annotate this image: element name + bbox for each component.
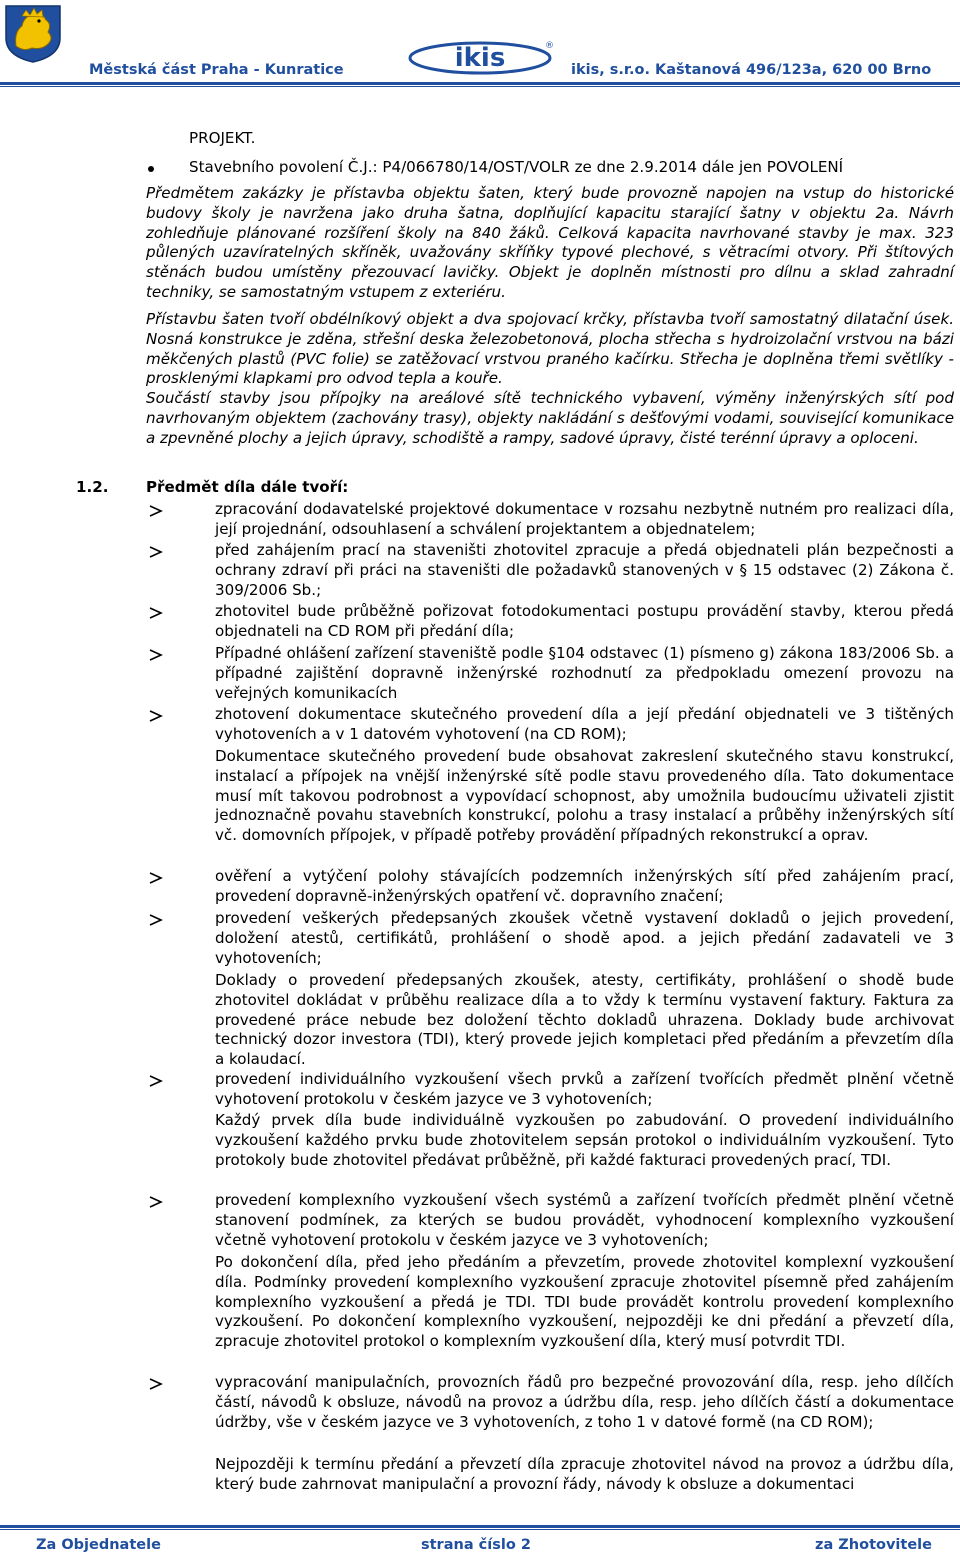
footer-rule <box>0 1525 960 1528</box>
arrow-bullet-icon <box>148 648 164 662</box>
list-item: ověření a vytýčení polohy stávajících podzemních inženýrských sítí před zahájením prací, provedení dopravně-inženýrských opatření vč. dopravního značení; <box>215 867 954 905</box>
arrow-bullet-icon <box>148 545 164 559</box>
arrow-bullet-icon <box>148 504 164 518</box>
list-item-detail: Doklady o provedení předepsaných zkoušek, atesty, certifikáty, prohlášení o shodě bude zhotovitel dokládat v průběhu realizace díla a to vždy k termínu vystavení faktury. Faktura za provedené práce nebude bez doložení těchto dokladů uhrazena. Doklady bude archivovat technický dozor investora (TDI), který provede jejich kompletaci před předáním a převzetím díla a kolaudací. <box>215 971 954 1068</box>
arrow-bullet-icon <box>148 871 164 885</box>
section-number: 1.2. <box>76 478 109 496</box>
header-rule <box>0 82 960 85</box>
footer-contractor: za Zhotovitele <box>815 1537 932 1553</box>
svg-text:®: ® <box>545 41 554 51</box>
list-item-detail: Dokumentace skutečného provedení bude obsahovat zakreslení skutečného stavu konstrukcí, instalací a přípojek na vnější inženýrské sítě podle stavu provedeného díla. Tato dokumentace musí mít takovou podrobnost a vypovídací schopnost, aby umožnila budoucímu uživateli zjistit jednoznačně povahu stavebních konstrukcí, polohu a trasy instalací a průběhy inženýrských sítí vč. domovních přípojek, v případě potřeby provádění případných rekonstrukcí a oprav. <box>215 747 954 844</box>
list-item: zpracování dodavatelské projektové dokumentace v rozsahu nezbytně nutném pro realizaci díla, její projednání, odsouhlasení a schválení projektantem a objednatelem; <box>215 500 954 538</box>
arrow-bullet-icon <box>148 1195 164 1209</box>
arrow-bullet-icon <box>148 913 164 927</box>
intro-project: PROJEKT. <box>189 129 256 147</box>
paragraph-subject: Předmětem zakázky je přístavba objektu šaten, který bude provozně napojen na vstup do historické budovy školy je navržena jako druha šatna, doplňující kapacitu starající šatny v objektu 2a. Návrh zohledňuje plánované rozšíření školy na 840 žáků. Celková kapacita navrhované stavby je max. 323 půlených uzavíratelných skříněk, uvažovány skříňky typové plechové, s větracími otvory. Při štítových stěnách budou umístěny přezouvací lavičky. Objekt je doplněn místnosti pro dílnu a sklad zahradní techniky, se samostatným vstupem z exteriéru. <box>146 184 954 301</box>
list-item-detail: Každý prvek díla bude individuálně vyzkoušen po zabudování. O provedení individuálního vyzkoušení každého prvku bude zhotovitelem sepsán protokol o individuálním vyzkoušení. Tyto protokoly bude zhotovitel předávat průběžně, při každé fakturaci provedených prací, TDI. <box>215 1111 954 1169</box>
arrow-bullet-icon <box>148 709 164 723</box>
ikis-logo-text: ikis <box>454 43 506 73</box>
list-item: zhotovitel bude průběžně pořizovat fotodokumentaci postupu provádění stavby, kterou předá objednateli na CD ROM při předání díla; <box>215 602 954 640</box>
arrow-bullet-icon <box>148 1377 164 1391</box>
arrow-bullet-icon <box>148 606 164 620</box>
list-item: před zahájením prací na staveništi zhotovitel zpracuje a předá objednateli plán bezpečnosti a ochrany zdraví při práci na staveništi dle požadavků stanovených v § 15 odstavec (2) Zákona č. 309/2006 Sb.; <box>215 541 954 599</box>
intro-permit: Stavebního povolení Č.J.: P4/066780/14/OST/VOLR ze dne 2.9.2014 dále jen POVOLENÍ <box>189 158 844 176</box>
list-item: provedení veškerých předepsaných zkoušek včetně vystavení dokladů o jejich provedení, doložení atestů, certifikátů, prohlášení o shodě apod. a jejich předání zadavateli ve 3 vyhotoveních; <box>215 909 954 967</box>
header-rule-thin <box>0 86 960 87</box>
header-contractor-address: ikis, s.r.o. Kaštanová 496/123a, 620 00 Brno <box>571 62 932 78</box>
page-header <box>0 0 960 88</box>
list-item-detail: Nejpozději k termínu předání a převzetí díla zpracuje zhotovitel návod na provoz a údržbu díla, který bude zahrnovat manipulační a provozní řády, návody k obsluze a dokumentaci <box>215 1455 954 1493</box>
paragraph-networks: Součástí stavby jsou přípojky na areálové sítě technického vybavení, výměny inženýrských sítí pod navrhovaným objektem (zachovány trasy), objekty nakládání s dešťovými vodami, související komunikace a zpevněné plochy a jejich úpravy, schodiště a rampy, sadové úpravy, čisté terénní úpravy a oploceni. <box>146 389 954 447</box>
section-title: Předmět díla dále tvoří: <box>146 478 349 496</box>
arrow-bullet-icon <box>148 1074 164 1088</box>
footer-rule-thin <box>0 1529 960 1530</box>
header-client: Městská část Praha - Kunratice <box>89 62 344 78</box>
page-number: strana číslo 2 <box>421 1537 531 1553</box>
crest-icon <box>2 2 64 64</box>
list-item: zhotovení dokumentace skutečného provedení díla a její předání objednateli ve 3 tištěných vyhotoveních a v 1 datovém vyhotovení (na CD ROM); <box>215 705 954 743</box>
ikis-logo <box>405 36 555 76</box>
list-item: Případné ohlášení zařízení staveniště podle §104 odstavec (1) písmeno g) zákona 183/2006 Sb. a případné zajištění dopravně inženýrské rozhodnutí za předpokladu omezení provozu na veřejných komunikacích <box>215 644 954 702</box>
list-item-detail: Po dokončení díla, před jeho předáním a převzetím, provede zhotovitel komplexní vyzkoušení díla. Podmínky provedení komplexního vyzkoušení zpracuje zhotovitel písemně před zahájením komplexního vyzkoušení a předá je TDI. TDI bude provádět kontrolu provedení komplexního vyzkoušení. Po dokončení komplexního vyzkoušení, nejpozději ke dni předání a převzetí díla, zpracuje zhotovitel protokol o komplexním vyzkoušení díla, který musí potvrdit TDI. <box>215 1253 954 1350</box>
list-item: vypracování manipulačních, provozních řádů pro bezpečné provozování díla, resp. jeho dílčích částí, návodů k obsluze, návodů na provoz a údržbu díla, resp. jeho dílčích částí a dokumentace údržby, vše v českém jazyce ve 3 vyhotoveních, z toho 1 v datové formě (na CD ROM); <box>215 1373 954 1431</box>
list-item: provedení komplexního vyzkoušení všech systémů a zařízení tvořících předmět plnění včetně stanovení podmínek, za kterých se budou provádět, vyhodnocení komplexního vyzkoušení včetně vyhotovení protokolu v českém jazyce ve 3 vyhotoveních; <box>215 1191 954 1249</box>
list-item: provedení individuálního vyzkoušení všech prvků a zařízení tvořících předmět plnění včetně vyhotovení protokolu v českém jazyce ve 3 vyhotoveních; <box>215 1070 954 1108</box>
paragraph-structure: Přístavbu šaten tvoří obdélníkový objekt a dva spojovací krčky, přístavba tvoří samostatný dilatační úsek. Nosná konstrukce je zděna, střešní deska železobetonová, plocha střecha s hydroizolační vrstvou na bázi měkčených plastů (PVC folie) se zatěžovací vrstvou praného kačírku. Střecha je doplněna třemi světlíky - prosklenými klapkami pro odvod tepla a kouře. <box>146 310 954 388</box>
bullet-icon <box>148 166 154 172</box>
footer-client: Za Objednatele <box>36 1537 161 1553</box>
